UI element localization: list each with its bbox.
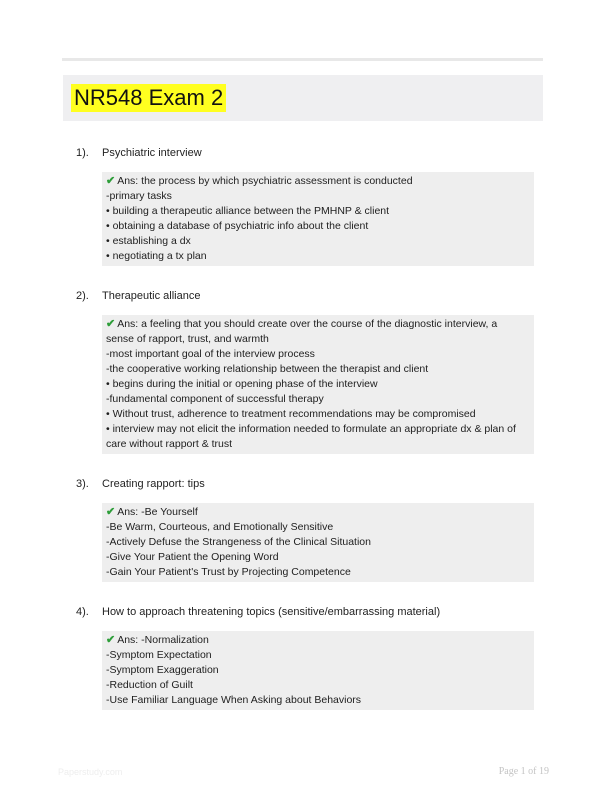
- answer-prefix: Ans:: [117, 318, 139, 330]
- answer-prefix: Ans:: [117, 506, 139, 518]
- answer-prefix: Ans:: [117, 175, 139, 187]
- answer-box: [102, 503, 534, 582]
- question-text: Creating rapport: tips: [102, 478, 205, 490]
- answer-text: • interview may not elicit the information needed to formulate an appropriate dx & plan of: [106, 423, 516, 435]
- document-title: NR548 Exam 2: [71, 84, 226, 112]
- question-number: 3).: [76, 478, 89, 490]
- check-icon: ✔: [106, 318, 116, 330]
- answer-text: -most important goal of the interview process: [106, 348, 315, 360]
- answer-text: • negotiating a tx plan: [106, 250, 207, 262]
- answer-text: -the cooperative working relationship between the therapist and client: [106, 363, 429, 375]
- top-divider: [62, 58, 543, 61]
- answer-line: [106, 392, 530, 407]
- answer-text: • Without trust, adherence to treatment recommendations may be compromised: [106, 408, 476, 420]
- answer-text: the process by which psychiatric assessment is conducted: [141, 175, 413, 187]
- answer-text: a feeling that you should create over the course of the diagnostic interview, a: [141, 318, 498, 330]
- answer-text: -Use Familiar Language When Asking about Behaviors: [106, 694, 362, 706]
- answer-line: [106, 219, 530, 234]
- answer-text: -Normalization: [141, 634, 209, 646]
- question-text: Psychiatric interview: [102, 147, 202, 159]
- answer-line: [106, 633, 530, 648]
- title-block: [63, 75, 543, 121]
- answer-line: [106, 663, 530, 678]
- answer-line: [106, 437, 530, 452]
- answer-text: -Symptom Exaggeration: [106, 664, 219, 676]
- answer-line: [106, 377, 530, 392]
- answer-line: [106, 407, 530, 422]
- answer-line: [106, 678, 530, 693]
- question-header: [76, 287, 536, 305]
- answer-line: [106, 317, 530, 332]
- answer-line: [106, 505, 530, 520]
- question-header: [76, 144, 536, 162]
- answer-text: -fundamental component of successful therapy: [106, 393, 324, 405]
- answer-line: [106, 693, 530, 708]
- answer-text: care without rapport & trust: [106, 438, 233, 450]
- answer-text: -Reduction of Guilt: [106, 679, 193, 691]
- answer-line: [106, 234, 530, 249]
- answer-box: [102, 315, 534, 454]
- answer-line: [106, 422, 530, 437]
- answer-line: [106, 520, 530, 535]
- answer-box: [102, 631, 534, 710]
- answer-text: -Be Yourself: [141, 506, 198, 518]
- question-item: [76, 603, 536, 710]
- answer-line: [106, 648, 530, 663]
- answer-text: sense of rapport, trust, and warmth: [106, 333, 269, 345]
- question-header: [76, 603, 536, 621]
- answer-text: • establishing a dx: [106, 235, 191, 247]
- answer-line: [106, 565, 530, 580]
- check-icon: ✔: [106, 175, 116, 187]
- answer-text: • begins during the initial or opening phase of the interview: [106, 378, 378, 390]
- answer-line: [106, 249, 530, 264]
- answer-prefix: Ans:: [117, 634, 139, 646]
- answer-line: [106, 189, 530, 204]
- answer-line: [106, 347, 530, 362]
- question-header: [76, 475, 536, 493]
- answer-line: [106, 550, 530, 565]
- question-item: [76, 475, 536, 582]
- question-number: 4).: [76, 606, 89, 618]
- answer-text: -Symptom Expectation: [106, 649, 212, 661]
- question-text: How to approach threatening topics (sensitive/embarrassing material): [102, 606, 441, 618]
- question-item: [76, 287, 536, 454]
- question-item: [76, 144, 536, 266]
- answer-box: [102, 172, 534, 266]
- check-icon: ✔: [106, 634, 116, 646]
- page-indicator: Page 1 of 19: [498, 766, 549, 777]
- answer-line: [106, 362, 530, 377]
- answer-line: [106, 204, 530, 219]
- answer-text: -primary tasks: [106, 190, 172, 202]
- answer-text: -Actively Defuse the Strangeness of the Clinical Situation: [106, 536, 371, 548]
- answer-line: [106, 332, 530, 347]
- answer-text: -Give Your Patient the Opening Word: [106, 551, 279, 563]
- answer-text: -Gain Your Patient's Trust by Projecting Competence: [106, 566, 351, 578]
- answer-line: [106, 535, 530, 550]
- answer-text: • obtaining a database of psychiatric info about the client: [106, 220, 369, 232]
- answer-text: • building a therapeutic alliance between the PMHNP & client: [106, 205, 390, 217]
- question-text: Therapeutic alliance: [102, 290, 201, 302]
- footer-watermark: Paperstudy.com: [58, 767, 123, 777]
- answer-text: -Be Warm, Courteous, and Emotionally Sensitive: [106, 521, 334, 533]
- answer-line: [106, 174, 530, 189]
- question-number: 2).: [76, 290, 89, 302]
- question-number: 1).: [76, 147, 89, 159]
- check-icon: ✔: [106, 506, 116, 518]
